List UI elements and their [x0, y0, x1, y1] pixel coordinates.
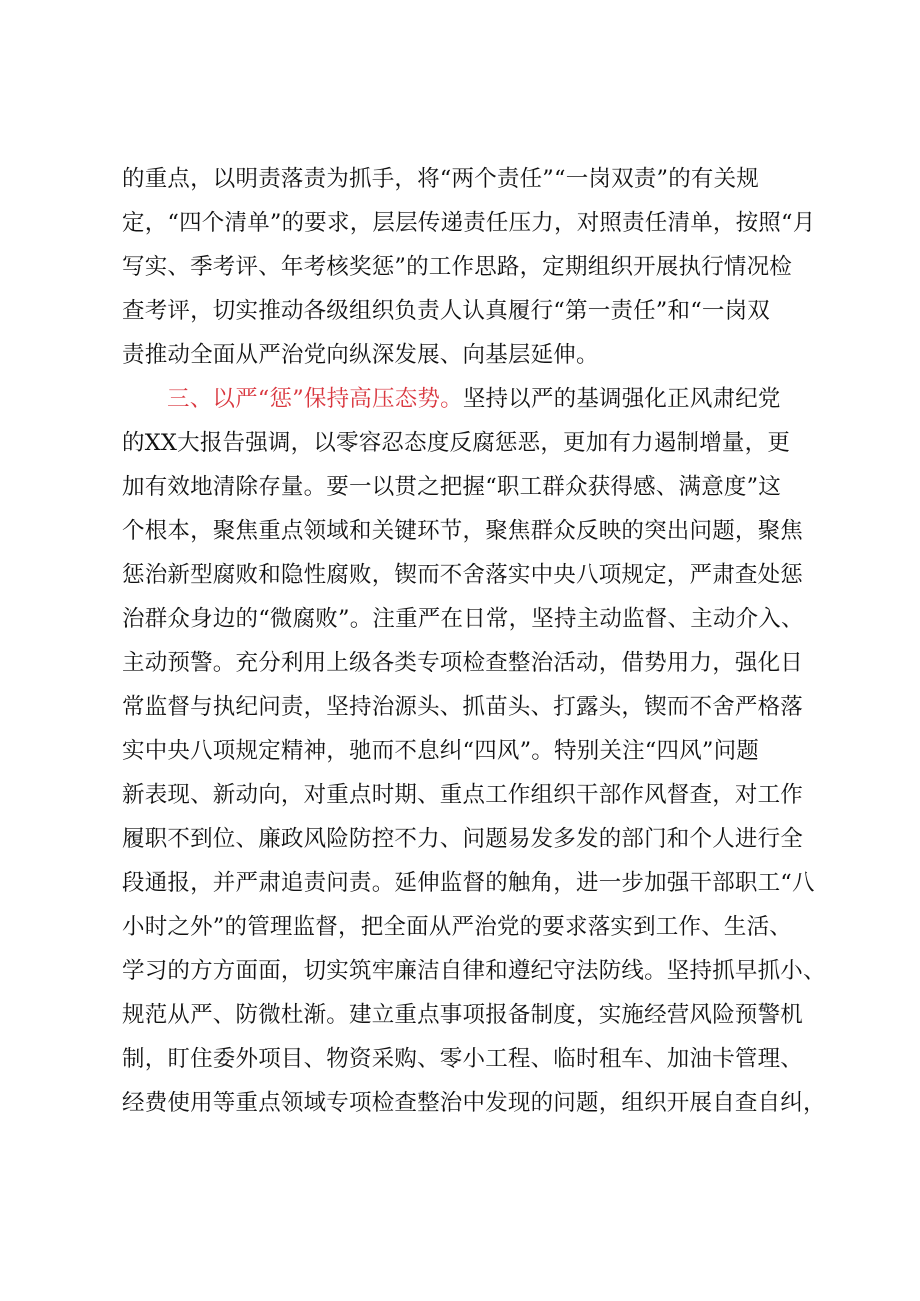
- paragraph-2-line-5: 惩治新型腐败和隐性腐败，锲而不舍落实中央八项规定，严肃查处惩: [122, 562, 804, 588]
- paragraph-2-line-13: 小时之外”的管理监督，把全面从严治党的要求落实到工作、生活、: [122, 914, 793, 940]
- paragraph-2-line-12: 段通报，并严肃追责问责。延伸监督的触角，进一步加强干部职工“八: [122, 870, 815, 896]
- paragraph-2-line-4: 个根本，聚焦重点领域和关键环节，聚焦群众反映的突出问题，聚焦: [122, 518, 804, 544]
- paragraph-1-line-1: 的重点，以明责落责为抓手，将“两个责任”“一岗双责”的有关规: [122, 166, 760, 192]
- paragraph-2-line-2: 的XX大报告强调，以零容忍态度反腐惩恶，更加有力遏制增量，更: [122, 430, 791, 456]
- paragraph-1-line-5: 责推动全面从严治党向纵深发展、向基层延伸。: [122, 342, 599, 368]
- paragraph-2-line-15: 规范从严、防微杜渐。建立重点事项报备制度，实施经营风险预警机: [122, 1002, 804, 1028]
- paragraph-2-line-17: 经费使用等重点领域专项检查整治中发现的问题，组织开展自查自纠，: [122, 1090, 826, 1116]
- paragraph-2-line-11: 履职不到位、廉政风险防控不力、问题易发多发的部门和个人进行全: [122, 826, 804, 852]
- paragraph-2-line-7: 主动预警。充分利用上级各类专项检查整治活动，借势用力，强化日: [122, 650, 804, 676]
- paragraph-2-line-10: 新表现、新动向，对重点时期、重点工作组织干部作风督查，对工作: [122, 782, 804, 808]
- paragraph-2-line-6: 治群众身边的“微腐败”。注重严在日常，坚持主动监督、主动介入、: [122, 606, 804, 632]
- paragraph-2-line-8: 常监督与执纪问责，坚持治源头、抓苗头、打露头，锲而不舍严格落: [122, 694, 804, 720]
- paragraph-2-line-14: 学习的方方面面，切实筑牢廉洁自律和遵纪守法防线。坚持抓早抓小、: [122, 958, 826, 984]
- paragraph-2-first-line: [167, 381, 867, 417]
- paragraph-2-first-line-text: 坚持以严的基调强化正风肃纪党: [462, 386, 781, 412]
- paragraph-2-line-3: 加有效地清除存量。要一以贯之把握“职工群众获得感、满意度”这: [122, 474, 782, 500]
- paragraph-1-line-3: 写实、季考评、年考核奖惩”的工作思路，定期组织开展执行情况检: [122, 254, 793, 280]
- paragraph-2-line-16: 制，盯住委外项目、物资采购、零小工程、临时租车、加油卡管理、: [122, 1046, 804, 1072]
- paragraph-1-line-2: 定，“四个清单”的要求，层层传递责任压力，对照责任清单，按照“月: [122, 210, 816, 236]
- section-heading: 三、以严“惩”保持高压态势。: [167, 386, 463, 412]
- paragraph-2-line-9: 实中央八项规定精神，驰而不息纠“四风”。特别关注“四风”问题: [122, 738, 760, 764]
- paragraph-1-line-4: 查考评，切实推动各级组织负责人认真履行“第一责任”和“一岗双: [122, 298, 771, 324]
